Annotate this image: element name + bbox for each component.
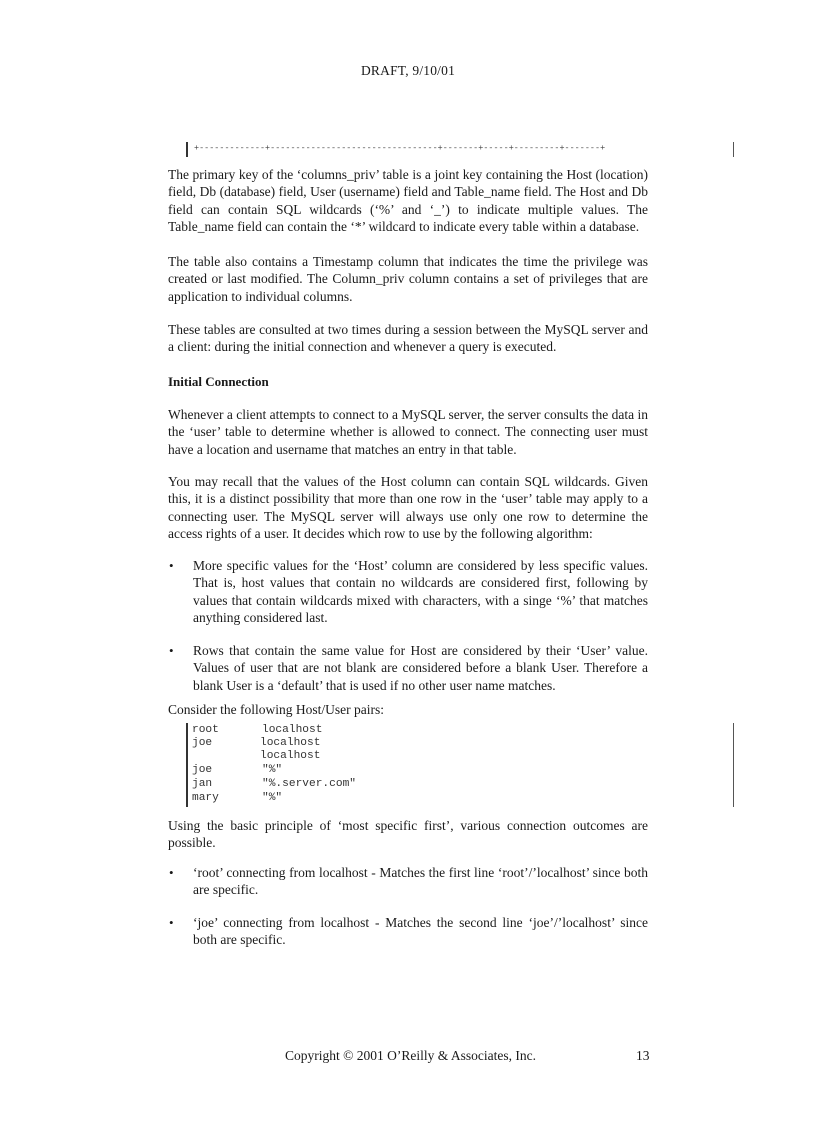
code-right-bar xyxy=(733,723,734,807)
table-border-dashes: +-------------+---------------------------------+-------+-----+---------+-------+ xyxy=(194,143,606,153)
bullet-icon: • xyxy=(169,914,174,930)
page-number: 13 xyxy=(636,1048,650,1063)
list-item-text: ‘joe’ connecting from localhost - Matches the second line ‘joe’/’localhost’ since both are specific. xyxy=(193,914,648,947)
list-item xyxy=(168,914,648,949)
bullet-icon: • xyxy=(169,643,174,659)
paragraph-timestamp xyxy=(168,253,648,305)
paragraph-text: Consider the following Host/User pairs: xyxy=(168,702,384,717)
code-host: localhost xyxy=(260,737,321,749)
code-host: "%" xyxy=(262,764,283,776)
copyright-notice: Copyright © 2001 O’Reilly & Associates, Inc. xyxy=(285,1048,536,1063)
code-user: jan xyxy=(192,778,213,790)
list-item xyxy=(168,642,648,694)
running-header: DRAFT, 9/10/01 xyxy=(360,63,456,78)
code-user: mary xyxy=(192,792,219,804)
code-host: "%.server.com" xyxy=(262,778,356,790)
bullet-icon: • xyxy=(169,865,174,880)
paragraph-whenever xyxy=(168,406,648,458)
code-left-bar xyxy=(186,723,188,807)
paragraph-consulted xyxy=(168,321,648,356)
paragraph-consider xyxy=(168,701,648,718)
list-item xyxy=(168,864,648,899)
bullet-icon: • xyxy=(169,558,174,573)
paragraph-text: The primary key of the ‘columns_priv’ table is a joint key containing the Host (location) field, Db (database) field, User (username) field and Table_name field. The Host and Db field can contain SQL wildcards (‘%’ and ‘_’) to indicate multiple values. The Table_name field can contain the ‘*’ wildcard to indicate every table within a database. xyxy=(168,167,648,234)
outcome-list xyxy=(168,864,648,948)
code-right-bar xyxy=(733,142,734,157)
code-host: localhost xyxy=(260,750,321,762)
list-item xyxy=(168,557,648,626)
algorithm-list xyxy=(168,557,648,694)
list-item-text: ‘root’ connecting from localhost - Matches the first line ‘root’/’localhost’ since both are specific. xyxy=(193,865,648,898)
paragraph-text: The table also contains a Timestamp column that indicates the time the privilege was created or last modified. The Column_priv column contains a set of privileges that are application to individual columns. xyxy=(168,254,648,304)
code-user: root xyxy=(192,724,219,736)
paragraph-using xyxy=(168,817,648,852)
host-user-code-block xyxy=(186,723,734,807)
paragraph-text: Using the basic principle of ‘most specific first’, various connection outcomes are possible. xyxy=(168,818,648,851)
paragraph-primary-key xyxy=(168,166,648,235)
paragraph-recall xyxy=(168,473,648,542)
section-heading: Initial Connection xyxy=(168,374,269,389)
paragraph-text: Whenever a client attempts to connect to a MySQL server, the server consults the data in the ‘user’ table to determine whether is allowed to connect. The connecting user must have a location and username that matches an entry in that table. xyxy=(168,407,648,457)
code-left-bar xyxy=(186,142,188,157)
list-item-text: More specific values for the ‘Host’ column are considered by less specific values. That is, host values that contain no wildcards are considered first, following by values that contain wildcards mixed with characters, with a singe ‘%’ that matches anything considered last. xyxy=(193,558,648,625)
code-user: joe xyxy=(192,737,213,749)
paragraph-text: You may recall that the values of the Host column can contain SQL wildcards. Given this, it is a distinct possibility that more than one row in the ‘user’ table may apply to a connecting user. The MySQL server will always use only one row to determine the access rights of a user. It decides which row to use by the following algorithm: xyxy=(168,474,648,541)
list-item-text: Rows that contain the same value for Host are considered by their ‘User’ value. Values of user that are not blank are considered before a blank User. Therefore a blank User is a ‘default’ that is used if no other user name matches. xyxy=(193,643,648,693)
code-host: localhost xyxy=(262,724,323,736)
code-host: "%" xyxy=(262,792,283,804)
table-border-line xyxy=(186,141,734,159)
code-user: joe xyxy=(192,764,213,776)
paragraph-text: These tables are consulted at two times during a session between the MySQL server and a client: during the initial connection and whenever a query is executed. xyxy=(168,322,648,355)
